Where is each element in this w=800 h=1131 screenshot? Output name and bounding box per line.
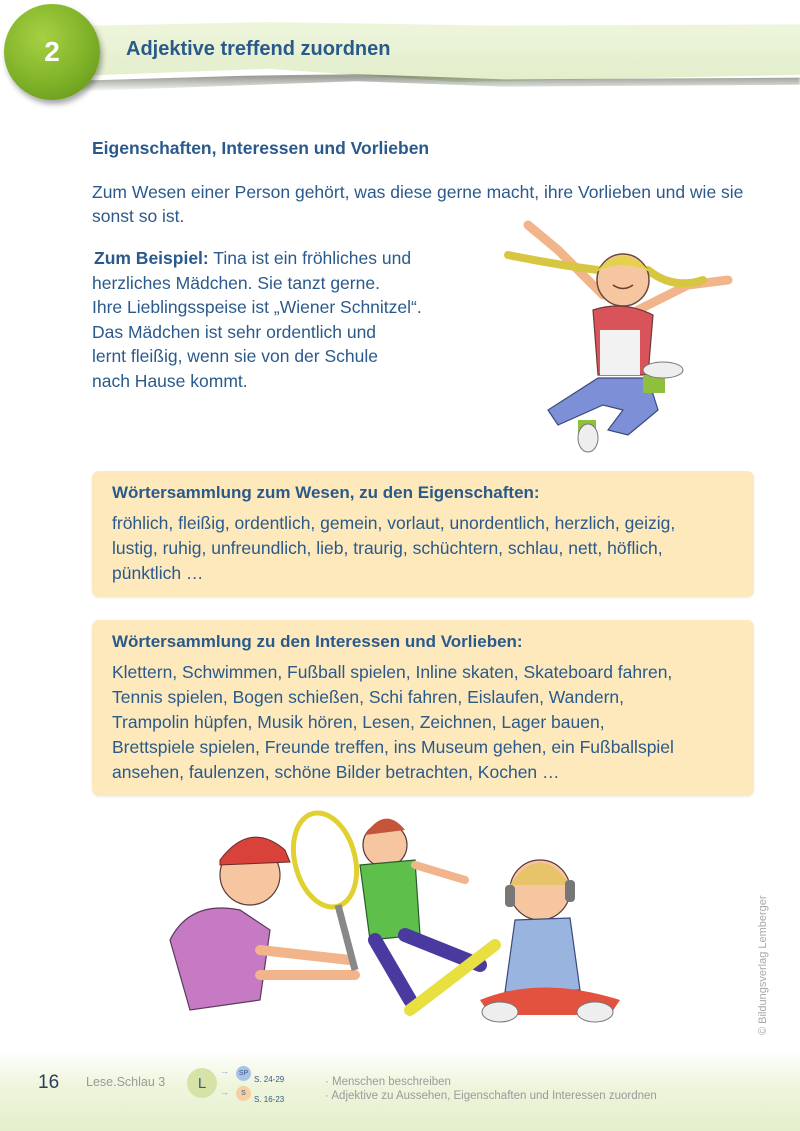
dancing-girl-illustration bbox=[488, 210, 738, 455]
word-line: lustig, ruhig, unfreundlich, lieb, traurig, schüchtern, schlau, nett, höflich, bbox=[112, 538, 663, 558]
page-number: 16 bbox=[38, 1072, 60, 1093]
topic-list bbox=[325, 1075, 657, 1103]
word-box-title: Wörtersammlung zum Wesen, zu den Eigenschaften: bbox=[112, 483, 540, 502]
example-line: Ihre Lieblingsspeise ist „Wiener Schnitzel“. bbox=[92, 297, 422, 317]
word-box-body bbox=[112, 660, 734, 785]
arrow-right-icon: → bbox=[220, 1087, 229, 1097]
kids-activities-illustration bbox=[160, 800, 630, 1035]
reference-s-badge: S bbox=[236, 1086, 251, 1101]
example-label: Zum Beispiel: bbox=[94, 248, 209, 268]
word-line: Brettspiele spielen, Freunde treffen, ins Museum gehen, ein Fußballspiel bbox=[112, 737, 674, 757]
book-title: Lese.Schlau 3 bbox=[86, 1075, 166, 1089]
word-line: ansehen, faulenzen, schöne Bilder betrachten, Kochen … bbox=[112, 762, 560, 782]
topic-item: · Adjektive zu Aussehen, Eigenschaften und Interessen zuordnen bbox=[325, 1089, 657, 1103]
reference-l-badge: L bbox=[187, 1068, 217, 1098]
chapter-number: 2 bbox=[44, 36, 60, 67]
word-line: Trampolin hüpfen, Musik hören, Lesen, Zeichnen, Lager bauen, bbox=[112, 712, 605, 732]
example-line: Tina ist ein fröhliches und bbox=[208, 248, 412, 268]
word-box-body bbox=[112, 511, 734, 586]
copyright-notice: © Bildungsverlag Lemberger bbox=[757, 895, 769, 1035]
word-line: Klettern, Schwimmen, Fußball spielen, Inline skaten, Skateboard fahren, bbox=[112, 662, 673, 682]
example-line: nach Hause kommt. bbox=[92, 370, 248, 391]
word-line: pünktlich … bbox=[112, 563, 204, 583]
example-paragraph bbox=[92, 246, 472, 393]
reference-sp-pages: S. 24-29 bbox=[254, 1075, 285, 1084]
example-line: lernt fleißig, wenn sie von der Schule bbox=[92, 346, 378, 366]
word-box-characteristics bbox=[92, 471, 754, 597]
topic-item: · Menschen beschreiben bbox=[325, 1075, 657, 1089]
example-line: herzliches Mädchen. Sie tanzt gerne. bbox=[92, 272, 380, 293]
reference-sp-badge: SP bbox=[236, 1066, 251, 1081]
intro-text: Zum Wesen einer Person gehört, was diese gerne macht, ihre Vorlieben und wie sie sonst so ist. bbox=[92, 182, 744, 226]
chapter-badge bbox=[4, 4, 100, 100]
word-line: Tennis spielen, Bogen schießen, Schi fahren, Eislaufen, Wandern, bbox=[112, 687, 625, 707]
section-heading: Eigenschaften, Interessen und Vorlieben bbox=[92, 138, 430, 158]
page-title: Adjektive treffend zuordnen bbox=[126, 38, 391, 60]
word-line: fröhlich, fleißig, ordentlich, gemein, vorlaut, unordentlich, herzlich, geizig, bbox=[112, 513, 676, 533]
word-box-interests bbox=[92, 620, 754, 796]
word-box-title: Wörtersammlung zu den Interessen und Vorlieben: bbox=[112, 632, 523, 651]
reference-s-pages: S. 16-23 bbox=[254, 1095, 285, 1104]
example-line: Das Mädchen ist sehr ordentlich und bbox=[92, 321, 377, 342]
arrow-right-icon: → bbox=[220, 1066, 229, 1076]
